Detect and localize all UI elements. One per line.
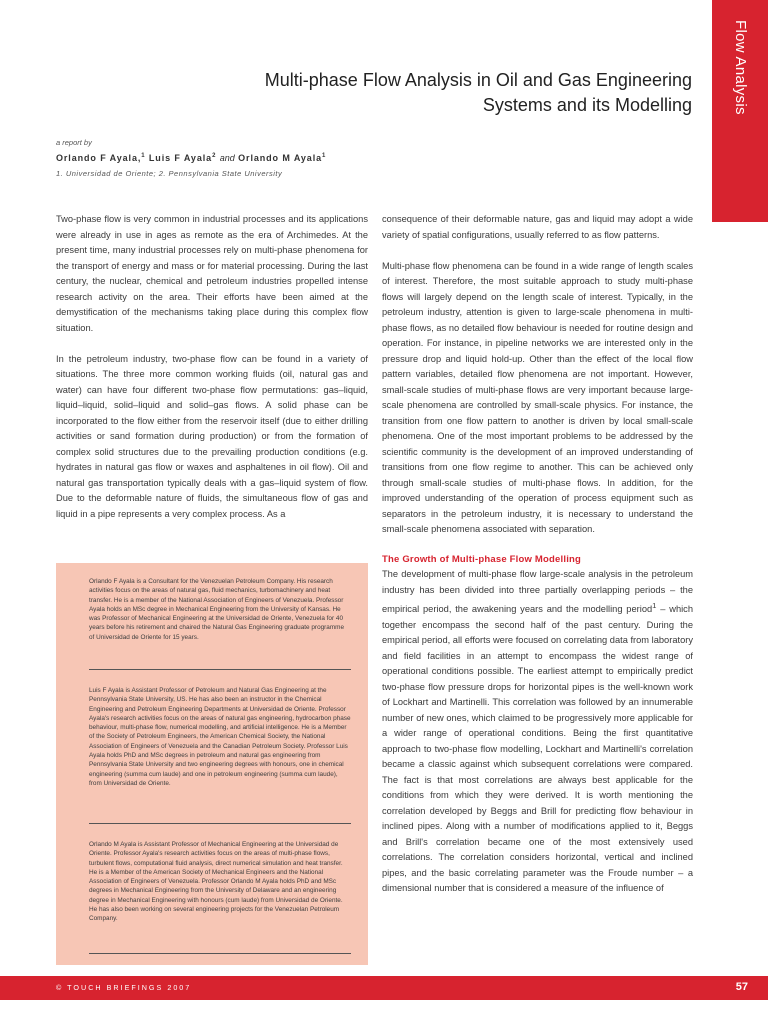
article-title bbox=[192, 68, 692, 118]
bio-orlando-m-ayala: Orlando M Ayala is Assistant Professor of Mechanical Engineering at the Universidad de Oriente. Professor Ayala's research activities focus on the areas of multi-phase flows, turbulent flows, computational fluid analysis, direct numerical simulation and heat transfer. He is a Member of the American Society of Mechanical Engineers and the National Association of Engineers of Venezuela. Professor Orlando M Ayala holds PhD and MSc degrees in Mechanical Engineering from the University of Delaware and an engineering degree in Mechanical Engineering with honours (cum laude) from Universidad de Oriente. He has also been working on several engineering projects for the Venezuelan Petroleum Company. bbox=[89, 841, 343, 923]
right-column bbox=[382, 212, 693, 912]
bio-orlando-f-ayala: Orlando F Ayala is a Consultant for the Venezuelan Petroleum Company. His research activities focus on the areas of natural gas, fluid mechanics, turbomachinery and heat transfer. He is a member of the National Association of Engineers of Venezuela. Professor Ayala holds an MSc degree in Mechanical Engineering from the University of Kansas. He was Professor of Mechanical Engineering at the Universidad de Oriente, Venezuela for 40 years before his retirement and chaired the Natural Gas Engineering graduate programme of Universidad de Oriente for 15 years. bbox=[89, 578, 345, 641]
p3-text-b: – which together encompass the second half of the past century. During the empirical period, all efforts were focused on correlating data from laboratory and field facilities in an attempt to encompass the widest range of operational conditions possible. The earliest attempt to empirically predict two-phase flow pressure drops for horizontal pipes is the well-known work of Lockhart and Martinelli. This correlation was followed by an innumerable number of new ones, which claimed to be progressively more applicable for a wider range of operational conditions. Being the first quantitative approach to two-phase flow modelling, Lockhart and Martinelli's correlation became a classic against which subsequent correlations were compared. The fact is that most correlations are always best applicable for the conditions from which they were derived. It is worth mentioning the correlation developed by Beggs and Brill for predicting flow behaviour in inclined pipes. Along with a number of modifications applied to it, Beggs and Brill's correlation became one of the most extensively used correlations. The correlation considers horizontal, vertical and inclined pipes, and the basic correlating parameter was the Froude number – a dimensional number that is considered a measure of the influence of bbox=[382, 604, 693, 894]
author-2: Luis F Ayala bbox=[148, 153, 213, 163]
bio-divider bbox=[89, 823, 351, 824]
section-tab-label: Flow Analysis bbox=[732, 20, 749, 115]
author-and: and bbox=[219, 153, 235, 163]
bio-divider bbox=[89, 669, 351, 670]
title-line-1: Multi-phase Flow Analysis in Oil and Gas Engineering bbox=[264, 70, 692, 90]
title-line-2: Systems and its Modelling bbox=[482, 95, 692, 115]
author-bio-box bbox=[56, 563, 368, 965]
section-tab bbox=[712, 0, 768, 222]
right-paragraph-2: Multi-phase flow phenomena can be found in a wide range of length scales of interest. Therefore, the most suitable approach to study multi-phase flows will largely depend on the length scale of interest. Typically, in the petroleum industry, attention is given to large-scale phenomena in multi-phase flows, as no detailed flow behaviour is needed for routine design and operation. For instance, in pipeline networks we are interested only in the pressure drop and liquid hold-up. Other than the effect of the local flow pattern variables, detailed flow phenomena are not important. However, small-scale studies of multi-phase flows are very important because large-scale phenomena are controlled by small-scale physics. For instance, the transition from one flow pattern to another is driven by local small-scale phenomena. One of the most important problems to be addressed by the scientific community is the development of an improved understanding of transitions from one flow regime to another. This can be achieved only through small-scale studies of multi-phase flows. In addition, for the improved understanding of the operation of process equipment such as separators in the petroleum industry, it is necessary to understand the small-scale phenomena associated with separation. bbox=[382, 260, 693, 534]
left-paragraph-1: Two-phase flow is very common in industrial processes and its applications were already in use in ages as remote as the era of Archimedes. At the present time, many industrial processes rely on multi-phase phenomena for the transport of energy and mass or for material processing. During the last century, the nuclear, chemical and petroleum industries propelled intense research activity on the area. Their efforts have been aimed at the demystification of the mechanisms taking place during this complex flow situation. bbox=[56, 214, 368, 333]
right-paragraph-1: consequence of their deformable nature, gas and liquid may adopt a wide variety of spatial configurations, usually referred to as flow patterns. bbox=[382, 214, 693, 240]
author-3: Orlando M Ayala bbox=[238, 153, 323, 163]
affiliations: 1. Universidad de Oriente; 2. Pennsylvania State University bbox=[56, 169, 283, 178]
author-3-sup: 1 bbox=[322, 153, 327, 159]
right-paragraph-3 bbox=[382, 567, 693, 897]
author-line bbox=[56, 153, 326, 163]
left-column bbox=[56, 212, 368, 538]
report-label: a report by bbox=[56, 138, 92, 147]
copyright: © TOUCH BRIEFINGS 2007 bbox=[56, 983, 192, 992]
author-2-sup: 2 bbox=[212, 153, 217, 159]
footnote-ref: 1 bbox=[652, 601, 657, 610]
footer-bar bbox=[0, 976, 768, 1000]
author-1: Orlando F Ayala, bbox=[56, 153, 142, 163]
bio-divider bbox=[89, 953, 351, 954]
page-number: 57 bbox=[735, 981, 748, 993]
left-paragraph-2: In the petroleum industry, two-phase flow can be found in a variety of situations. The three more common working fluids (oil, natural gas and water) can have four different two-phase flow permutations: gas–liquid, liquid–liquid, solid–liquid and solid–gas flows. A solid phase can be incorporated to the flow either from the reservoir itself (due to either drilling activities or sand formation during production) or from the formation of complex solid structures due to the prevailing production conditions (e.g. hydrates in natural gas flow or waxes and asphaltenes in oil flow). Oil and natural gas transportation typically deals with a gas–liquid system of flow. Due to the deformable nature of fluids, the simultaneous flow of gas and liquid in a pipe represents a very complex process. As a bbox=[56, 353, 368, 519]
bio-luis-f-ayala: Luis F Ayala is Assistant Professor of Petroleum and Natural Gas Engineering at the Pennsylvania State University, US. He has also been an instructor in the Chemical Engineering and Petroleum Engineering Departments at Universidad de Oriente. Professor Ayala's research activities focus on the areas of natural gas engineering, hydrocarbon phase behaviour, multi-phase flow, numerical modelling, and artificial intelligence. He is a Member of the Society of Petroleum Engineers, the American Chemical Society, the National Association of Engineers of Venezuela and the Canadian Petroleum Society. Professor Luis Ayala holds PhD and MSc degrees in petroleum and natural gas engineering from Pennsylvania State University and two engineering degrees with honours, one in chemical engineering (summa cum laude) and one in petroleum engineering (summa cum laude), from Universidad de Oriente. bbox=[89, 687, 351, 787]
p3-text-a: The development of multi-phase flow large-scale analysis in the petroleum industry has been divided into three partially overlapping periods – the empirical period, the awakening years and the modelling period bbox=[382, 569, 693, 615]
author-1-sup: 1 bbox=[141, 153, 146, 159]
section-heading: The Growth of Multi-phase Flow Modelling bbox=[382, 554, 582, 565]
